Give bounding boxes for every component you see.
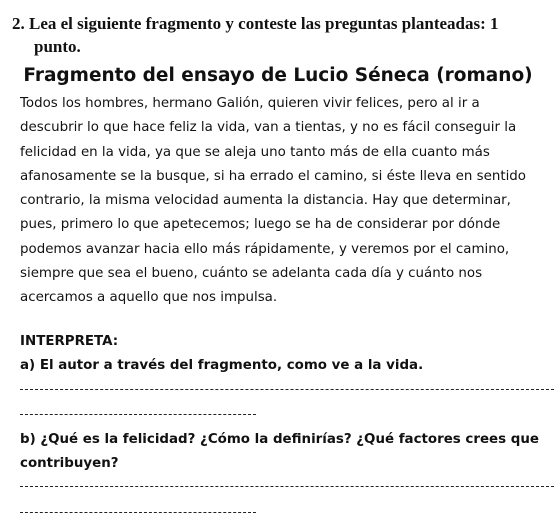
fragment-line: felicidad en la vida, ya que se aleja uno tanto más de ella cuanto más [20,144,490,160]
answer-line-a2[interactable] [20,414,256,415]
question-a: a) El autor a través del fragmento, como ve a la vida. [20,358,424,373]
question-b: b) ¿Qué es la felicidad? ¿Cómo la definirías? ¿Qué factores crees que [20,432,539,447]
answer-line-b2[interactable] [20,512,256,513]
question-text: 2. Lea el siguiente fragmento y conteste las preguntas planteadas: 1 [12,14,499,33]
answer-line-a1[interactable] [20,389,554,390]
question-text-continuation: punto. [34,37,81,56]
fragment-body [20,92,556,311]
fragment-line: descubrir lo que hace feliz la vida, van a tientas, y no es fácil conseguir la [20,120,517,136]
question-heading [12,12,552,58]
fragment-line: acercamos a aquello que nos impulsa. [20,290,278,306]
fragment-line: contrario, la misma velocidad aumenta la distancia. Hay que determinar, [20,193,511,209]
fragment-title: Fragmento del ensayo de Lucio Séneca (romano) [23,65,533,86]
fragment-line: pues, primero lo que apetecemos; luego se ha de considerar por dónde [20,217,501,233]
fragment-line: podemos avanzar hacia ello más rápidamente, y veremos por el camino, [20,241,510,257]
question-b-continuation: contribuyen? [20,456,119,471]
fragment-line: Todos los hombres, hermano Galión, quieren vivir felices, pero al ir a [20,96,480,111]
fragment-line: siempre que sea el bueno, cuánto se adelanta cada día y cuánto nos [20,266,483,282]
interpreta-heading: INTERPRETA: [20,334,119,349]
fragment-line: afanosamente se la busque, si ha errado el camino, si éste lleva en sentido [20,168,526,184]
answer-line-b1[interactable] [20,486,554,487]
